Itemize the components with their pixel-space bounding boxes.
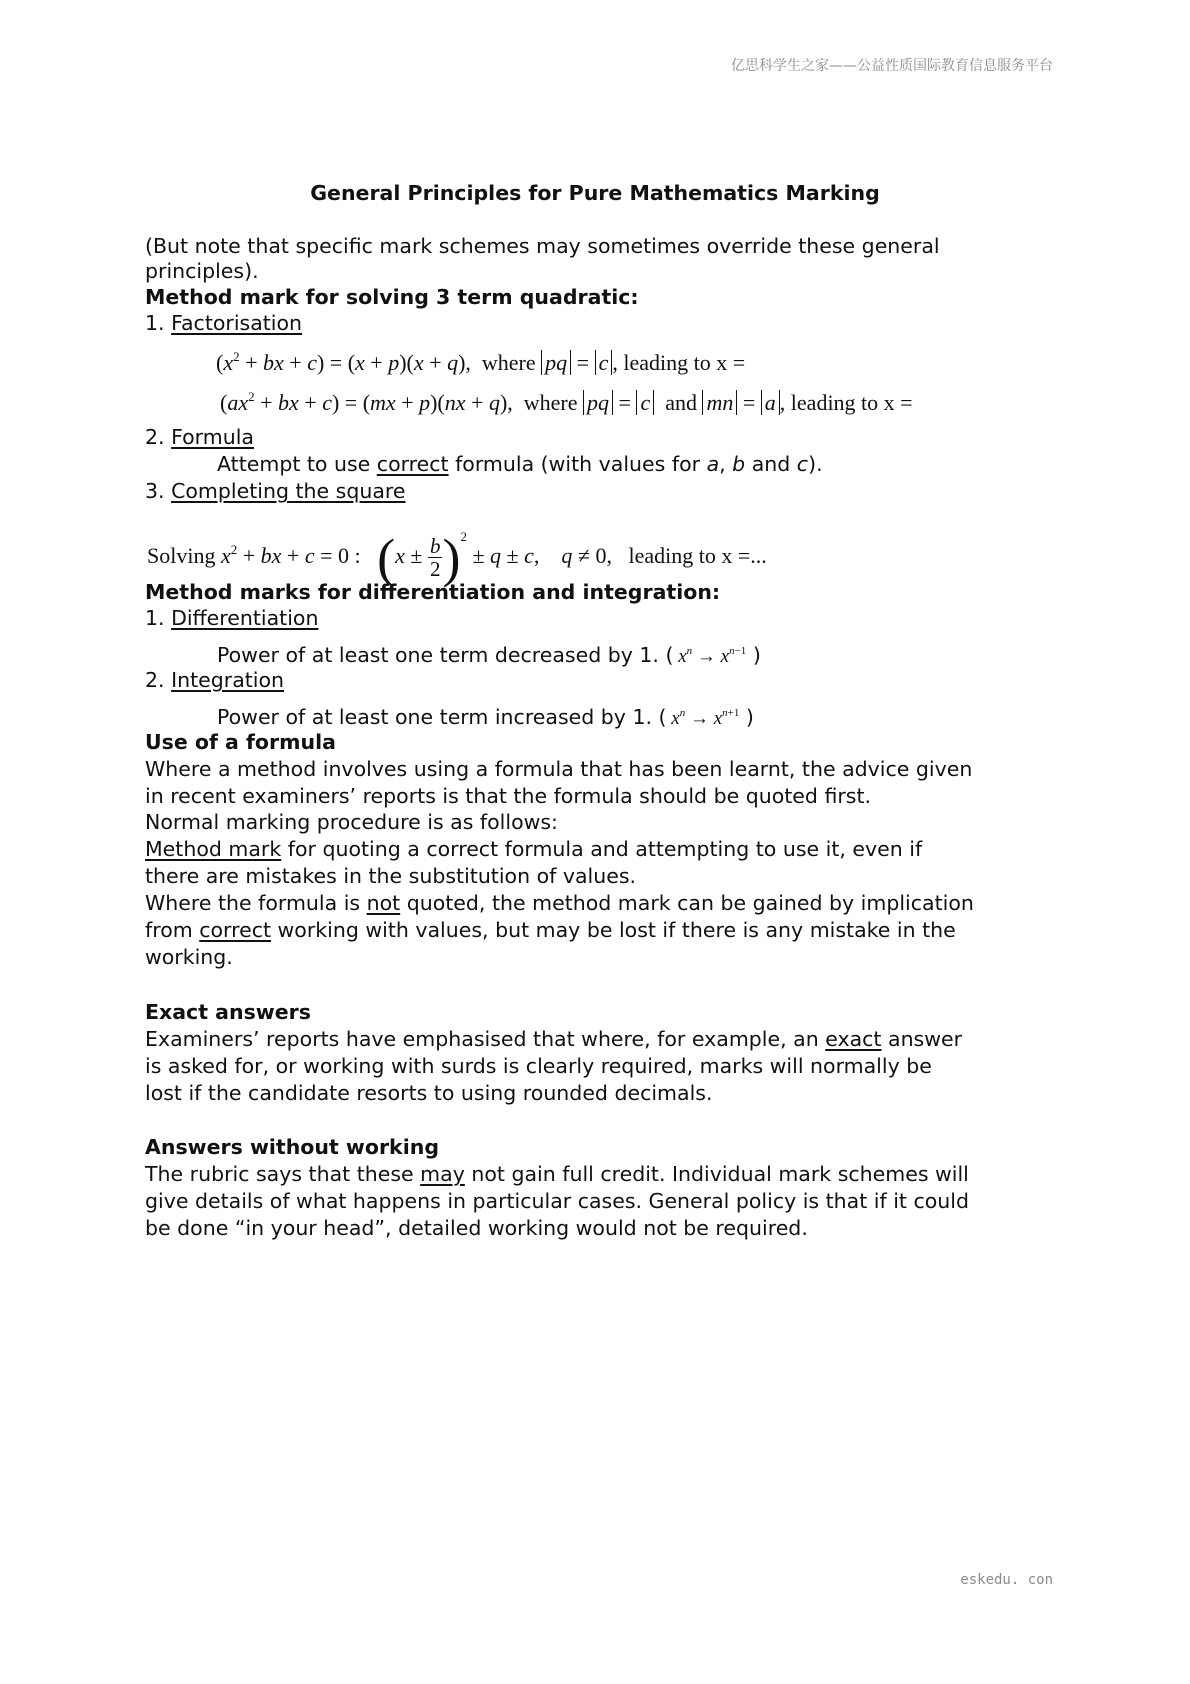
formula-use-line-2: in recent examiners’ reports is that the formula should be quoted first. — [145, 784, 872, 808]
no-working-line-1: The rubric says that these may not gain full credit. Individual mark schemes will — [145, 1162, 969, 1186]
no-working-line-2: give details of what happens in particular cases. General policy is that if it could — [145, 1189, 969, 1213]
exact-answers-line-1: Examiners’ reports have emphasised that where, for example, an exact answer — [145, 1027, 963, 1051]
integration-label: Integration — [171, 668, 285, 692]
intro-line-2: principles). — [145, 259, 259, 283]
formula-use-line-4: Method mark for quoting a correct formula and attempting to use it, even if — [145, 837, 923, 861]
site-header-note: 亿思科学生之家——公益性质国际教育信息服务平台 — [731, 58, 1053, 74]
no-working-line-3: be done “in your head”, detailed working would not be required. — [145, 1216, 808, 1240]
formula-use-line-5: there are mistakes in the substitution of values. — [145, 864, 637, 888]
formula-use-heading: Use of a formula — [145, 730, 336, 754]
formula-label: Formula — [171, 425, 254, 449]
intro-line-1: (But note that specific mark schemes may sometimes override these general — [145, 234, 940, 258]
exact-answers-line-3: lost if the candidate resorts to using rounded decimals. — [145, 1081, 713, 1105]
differentiation-text: Power of at least one term decreased by 1. ( $x^n \to x^{n-1}$ ) — [217, 643, 761, 667]
differentiation-item: 1. Differentiation — [145, 606, 319, 630]
formula-use-line-6: Where the formula is not quoted, the method mark can be gained by implication — [145, 891, 974, 915]
completing-square-item: 3. Completing the square — [145, 479, 406, 503]
factorisation-item: 1. Factorisation — [145, 311, 303, 335]
formula-text: Attempt to use correct formula (with values for a, b and c). — [217, 452, 823, 476]
formula-use-line-8: working. — [145, 945, 233, 969]
exact-answers-heading: Exact answers — [145, 1000, 311, 1024]
formula-use-line-3: Normal marking procedure is as follows: — [145, 810, 558, 834]
factorisation-equation-2: ($ax^2$ + bx + c) = (mx + p)(nx + q), where pq = c and mn = a , leading to x = — [220, 389, 913, 415]
quadratic-heading: Method mark for solving 3 term quadratic: — [145, 285, 639, 309]
completing-square-label: Completing the square — [171, 479, 406, 503]
factorisation-equation-1: ($x^2$ + bx + c) = (x + p)(x + q), where pq = c , leading to x = — [216, 349, 746, 375]
site-footer: eskedu. con — [960, 1572, 1053, 1588]
formula-item: 2. Formula — [145, 425, 254, 449]
formula-use-line-1: Where a method involves using a formula that has been learnt, the advice given — [145, 757, 973, 781]
factorisation-label: Factorisation — [171, 311, 303, 335]
page-title: General Principles for Pure Mathematics Marking — [310, 181, 880, 205]
completing-square-equation: Solving $x^2$ + bx + c = 0 : (x ± $\frac{b}{2}$ )$^2$ ± q ± c, q ≠ 0, leading to x =... — [147, 527, 767, 588]
integration-item: 2. Integration — [145, 668, 285, 692]
calculus-heading: Method marks for differentiation and integration: — [145, 580, 721, 604]
no-working-heading: Answers without working — [145, 1135, 439, 1159]
integration-text: Power of at least one term increased by 1. ( $x^n \to x^{n+1}$ ) — [217, 705, 754, 729]
formula-use-line-7: from correct working with values, but may be lost if there is any mistake in the — [145, 918, 956, 942]
exact-answers-line-2: is asked for, or working with surds is clearly required, marks will normally be — [145, 1054, 932, 1078]
differentiation-label: Differentiation — [171, 606, 319, 630]
